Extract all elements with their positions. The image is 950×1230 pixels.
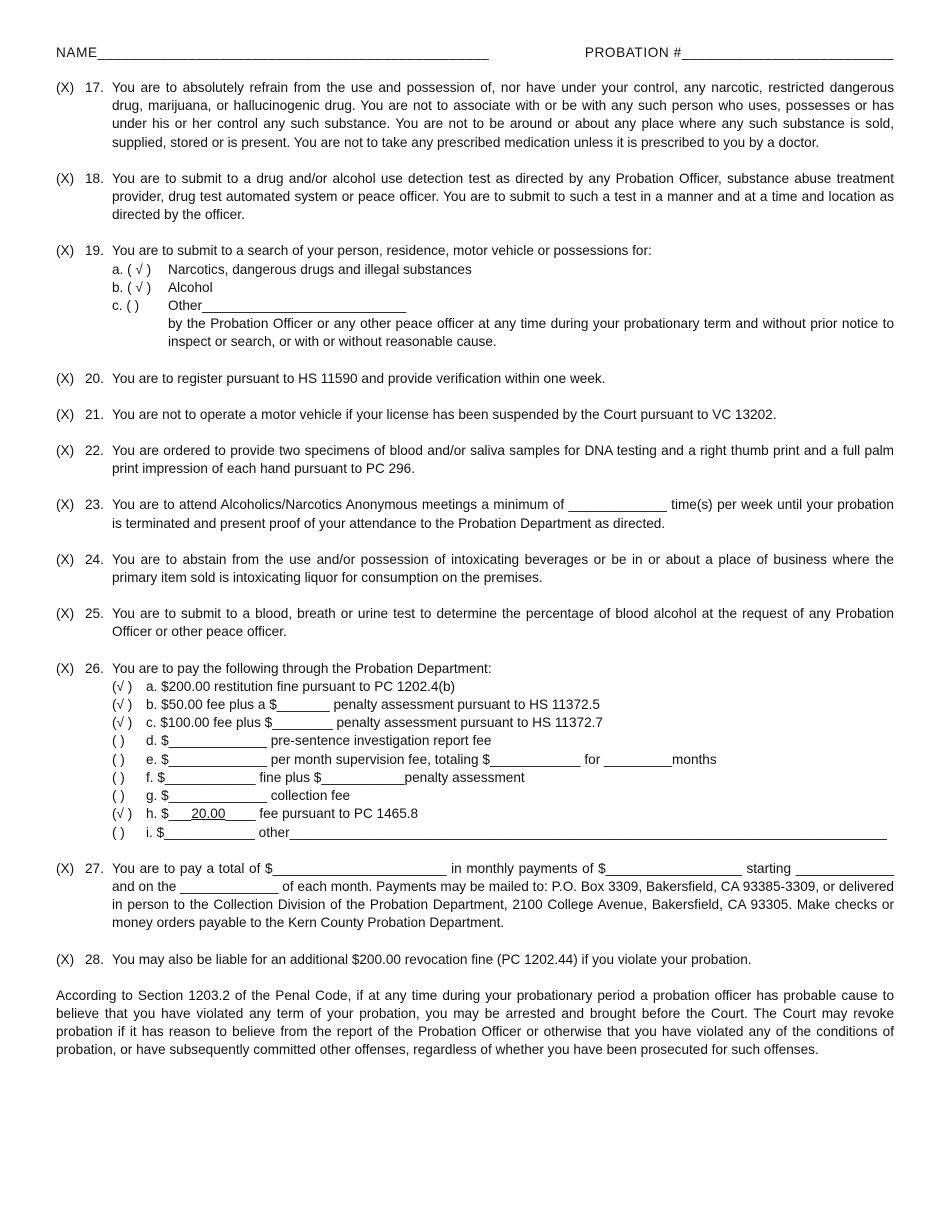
probation-terms-page — [56, 44, 894, 1060]
fee-row-e — [112, 751, 894, 769]
condition-text: You are to register pursuant to HS 11590 and provide verification within one week. — [112, 370, 606, 386]
option-checkbox[interactable]: b. ( √ ) — [112, 279, 152, 295]
condition-checkbox[interactable]: (X) — [56, 406, 75, 422]
fee-amount-value[interactable]: 20.00 — [191, 806, 226, 822]
fee-checkbox[interactable]: ( ) — [112, 751, 125, 767]
condition-number: 23. — [85, 497, 104, 513]
condition-number: 28. — [85, 951, 104, 967]
fee-row-i — [112, 824, 894, 842]
condition-number: 19. — [85, 243, 104, 259]
condition-text: You are to attend Alcoholics/Narcotics Anonymous meetings a minimum of _____________ time(s) per week until your probation is terminated and present proof of your attendance to the Probation Department as directed. — [112, 497, 894, 531]
fee-row-b — [112, 696, 894, 714]
condition-27 — [56, 860, 894, 933]
fee-checkbox[interactable]: ( ) — [112, 824, 125, 840]
condition-26 — [56, 660, 894, 842]
form-header — [56, 44, 894, 64]
condition-text: You are to pay a total of $_______________________ in monthly payments of $__________________ starting _____________ and on the _____________ of each month. Payments may be mailed to: P.O. Box 3309, Bakersfield, CA 93385-3309, or delivered in person to the Collection Division of the Probation Department, 2100 College Avenue, Bakersfield, CA 93305. Make checks or money orders payable to the Kern County Probation Department. — [112, 860, 894, 931]
fee-text: f. $____________ fine plus $___________penalty assessment — [146, 769, 525, 785]
search-option-b — [112, 279, 894, 297]
fee-checkbox[interactable]: (√ ) — [112, 697, 133, 713]
option-checkbox[interactable]: a. ( √ ) — [112, 261, 152, 277]
name-field[interactable]: NAME________________________________________________ — [56, 45, 490, 60]
fee-text: i. $____________ other_______________________________________________________________________________ — [146, 824, 887, 840]
condition-number: 24. — [85, 551, 104, 567]
fee-checkbox[interactable]: (√ ) — [112, 806, 133, 822]
condition-text: You are to pay the following through the Probation Department: — [112, 660, 492, 676]
option-text: Alcohol — [168, 279, 213, 295]
fee-text: g. $_____________ collection fee — [146, 788, 351, 804]
condition-checkbox[interactable]: (X) — [56, 606, 75, 622]
option-other-field[interactable]: Other___________________________ — [168, 298, 407, 314]
probation-number-field[interactable]: PROBATION #__________________________ — [584, 45, 894, 60]
condition-24 — [56, 551, 894, 587]
condition-18 — [56, 170, 894, 225]
fee-checkbox[interactable]: ( ) — [112, 769, 125, 785]
fee-row-h — [112, 805, 894, 823]
condition-checkbox[interactable]: (X) — [56, 80, 75, 95]
fee-text-prefix: h. $___ — [146, 806, 192, 822]
fee-text-suffix: ____ fee pursuant to PC 1465.8 — [225, 806, 419, 822]
condition-text: You may also be liable for an additional $200.00 revocation fine (PC 1202.44) if you violate your probation. — [112, 951, 752, 967]
fee-row-g — [112, 787, 894, 805]
fee-row-a — [112, 678, 894, 696]
search-option-a — [112, 261, 894, 279]
condition-checkbox[interactable]: (X) — [56, 951, 75, 967]
condition-number: 21. — [85, 406, 104, 422]
fee-row-f — [112, 769, 894, 787]
condition-number: 25. — [85, 606, 104, 622]
fee-checkbox[interactable]: ( ) — [112, 788, 125, 804]
condition-number: 26. — [85, 660, 104, 676]
condition-checkbox[interactable]: (X) — [56, 370, 75, 386]
condition-checkbox[interactable]: (X) — [56, 551, 75, 567]
fee-checkbox[interactable]: ( ) — [112, 733, 125, 749]
condition-number: 22. — [85, 443, 104, 459]
condition-number: 18. — [85, 170, 104, 186]
condition-text: You are to abstain from the use and/or possession of intoxicating beverages or be in or about a place of business where the primary item sold is intoxicating liquor for consumption on the premises. — [112, 551, 894, 586]
condition-21 — [56, 406, 894, 424]
fee-checkbox[interactable]: (√ ) — [112, 715, 133, 731]
closing-paragraph: According to Section 1203.2 of the Penal Code, if at any time during your probationary period a probation officer has probable cause to believe that you have violated any term of your probation, you may be arrested and brought before the Court. The Court may revoke probation if it has reason to believe from the report of the Probation Officer or otherwise that you have violated any of the conditions of probation, or have subsequently committed other offenses, regardless of whether you have been prosecuted for such offenses. — [56, 987, 894, 1058]
fee-row-d — [112, 732, 894, 750]
condition-number: 17. — [85, 80, 104, 95]
search-terms-text: by the Probation Officer or any other peace officer at any time during your probationary term and without prior notice to inspect or search, or with or without reasonable cause. — [168, 316, 894, 350]
condition-text: You are to absolutely refrain from the use and possession of, nor have under your control, any narcotic, restricted dangerous drug, marijuana, or hallucinogenic drug. You are not to associate with or be with any such person who uses, possesses or has under his or her control any such substance. You are not to be around or about any place where any such substance is sold, supplied, stored or is present. You are not to take any prescribed medication unless it is prescribed to you by a doctor. — [112, 80, 894, 150]
condition-22 — [56, 442, 894, 478]
condition-23 — [56, 496, 894, 532]
condition-28 — [56, 951, 894, 969]
fee-text: e. $_____________ per month supervision fee, totaling $____________ for _________months — [146, 751, 717, 767]
fee-text: a. $200.00 restitution fine pursuant to PC 1202.4(b) — [146, 678, 456, 694]
condition-text: You are to submit to a blood, breath or urine test to determine the percentage of blood alcohol at the request of any Probation Officer or other peace officer. — [112, 606, 894, 640]
condition-checkbox[interactable]: (X) — [56, 170, 75, 186]
condition-checkbox[interactable]: (X) — [56, 243, 75, 259]
condition-text: You are ordered to provide two specimens of blood and/or saliva samples for DNA testing and a right thumb print and a full palm print impression of each hand pursuant to PC 296. — [112, 443, 894, 477]
condition-checkbox[interactable]: (X) — [56, 660, 75, 676]
condition-checkbox[interactable]: (X) — [56, 860, 75, 876]
search-option-c — [112, 297, 894, 315]
condition-text: You are to submit to a search of your person, residence, motor vehicle or possessions for: — [112, 243, 652, 259]
option-checkbox[interactable]: c. ( ) — [112, 298, 140, 314]
condition-25 — [56, 605, 894, 641]
option-text: Narcotics, dangerous drugs and illegal substances — [168, 261, 472, 277]
condition-number: 27. — [85, 860, 104, 876]
condition-19 — [56, 242, 894, 351]
condition-number: 20. — [85, 370, 104, 386]
fee-text: d. $_____________ pre-sentence investigation report fee — [146, 733, 492, 749]
fee-text: b. $50.00 fee plus a $_______ penalty assessment pursuant to HS 11372.5 — [146, 697, 600, 713]
condition-text: You are to submit to a drug and/or alcohol use detection test as directed by any Probation Officer, substance abuse treatment provider, drug test automated system or peace officer. You are to submit to such a test in a manner and at a time and location as directed by the officer. — [112, 170, 894, 223]
fee-text: c. $100.00 fee plus $________ penalty assessment pursuant to HS 11372.7 — [146, 715, 603, 731]
condition-text: You are not to operate a motor vehicle if your license has been suspended by the Court pursuant to VC 13202. — [112, 406, 777, 422]
condition-checkbox[interactable]: (X) — [56, 443, 75, 459]
condition-20 — [56, 370, 894, 388]
condition-17 — [56, 79, 894, 152]
condition-checkbox[interactable]: (X) — [56, 497, 75, 513]
fee-row-c — [112, 714, 894, 732]
fee-checkbox[interactable]: (√ ) — [112, 678, 133, 694]
